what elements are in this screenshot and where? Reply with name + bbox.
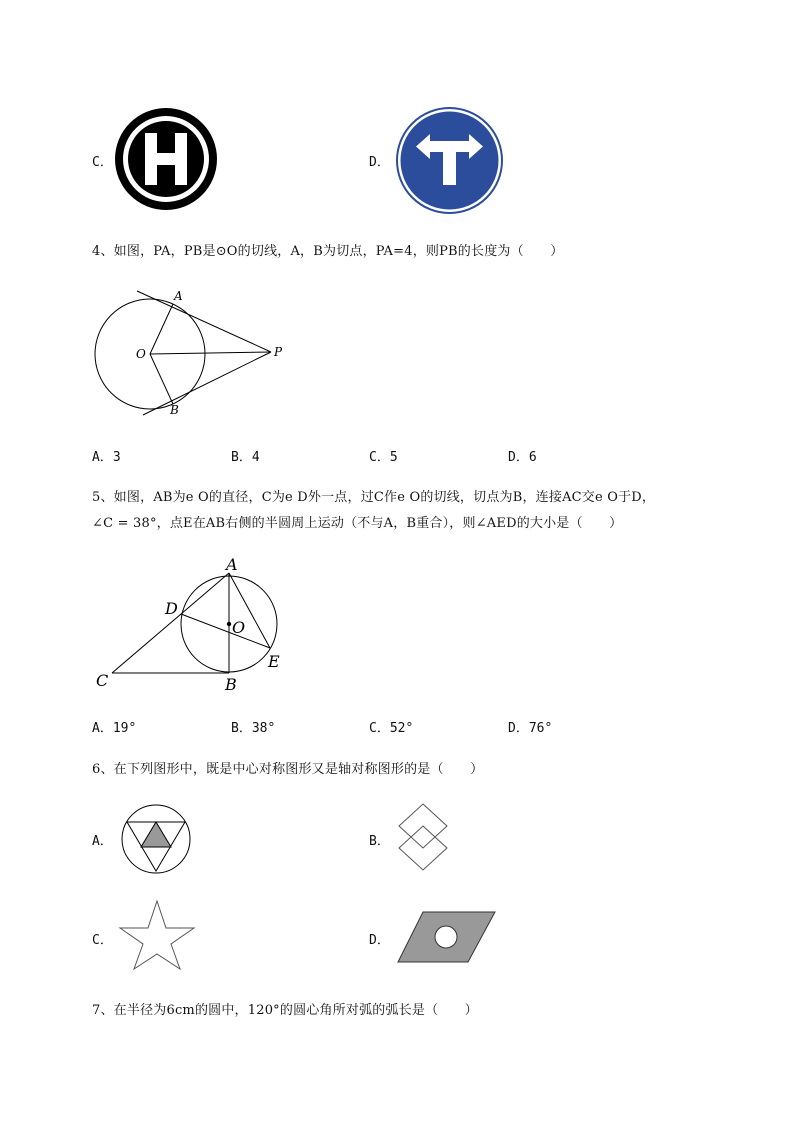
q6-star-shape (118, 899, 196, 971)
q4-option-d: D．6 (508, 450, 537, 465)
q5-label-a: A (226, 555, 238, 574)
q5-label-d: D (165, 599, 178, 618)
q5-question-line2: ∠C = 38°，点E在AB右侧的半圆周上运动（不与A，B重合），则∠AED的大小是（ ） (92, 516, 623, 531)
turn-left-right-sign-icon (396, 107, 503, 214)
q5-option-b: B．38° (231, 721, 276, 736)
q5-label-o: O (232, 618, 246, 637)
q4-option-c: C．5 (369, 450, 398, 465)
q4-tangent-figure (85, 282, 295, 422)
q4-option-a: A．3 (92, 450, 121, 465)
q6-option-a-label: A． (92, 834, 113, 849)
q6-option-d-label: D． (369, 933, 390, 948)
q5-label-c: C (96, 671, 109, 690)
q5-option-a: A．19° (92, 721, 137, 736)
q4-option-b: B．4 (231, 450, 260, 465)
q6-question: 6、在下列图形中，既是中心对称图形又是轴对称图形的是（ ） (92, 762, 484, 777)
q7-question: 7、在半径为6cm的圆中，120°的圆心角所对弧的弧长是（ ） (92, 1003, 478, 1018)
q6-parallelogram-hole-shape (396, 910, 498, 964)
q6-option-c-label: C． (92, 933, 113, 948)
q5-option-d: D．76° (508, 721, 553, 736)
q5-label-b: B (225, 675, 237, 694)
q5-circle-figure (92, 552, 292, 697)
q4-label-a: A (174, 289, 183, 303)
q3-option-d-label: D． (369, 155, 390, 170)
q3-option-c-label: C． (92, 155, 113, 170)
q4-label-b: B (170, 403, 179, 417)
q5-option-c: C．52° (369, 721, 414, 736)
q6-circle-triangles-shape (119, 803, 193, 875)
helipad-sign-icon (114, 107, 218, 211)
q6-option-b-label: B． (369, 834, 390, 849)
q5-question-line1: 5、如图，AB为e O的直径，C为e D外一点，过C作e O的切线，切点为B，连接AC交e O于D， (92, 490, 656, 505)
q4-label-p: P (274, 345, 283, 359)
q4-label-o: O (136, 347, 146, 361)
q4-question: 4、如图，PA，PB是⊙O的切线，A，B为切点，PA=4，则PB的长度为（ ） (92, 244, 564, 259)
q6-overlapping-diamonds-shape (396, 802, 450, 874)
q5-label-e: E (268, 652, 280, 671)
